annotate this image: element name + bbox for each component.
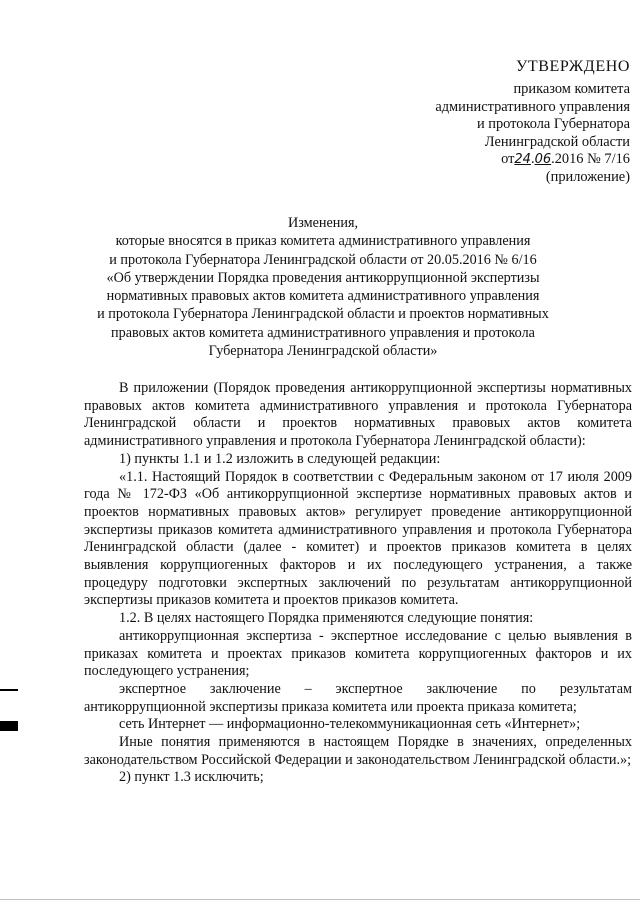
heading-line: «Об утверждении Порядка проведения антикоррупционной экспертизы [106, 269, 540, 286]
heading-title: Изменения, [287, 215, 359, 231]
heading-line: правовых актов комитета административного управления и протокола [111, 324, 535, 341]
margin-block-mark [0, 721, 18, 731]
body-paragraph: 2) пункт 1.3 исключить; [119, 769, 264, 786]
body-paragraph: сеть Интернет — информационно-телекоммуникационная сеть «Интернет»; [119, 716, 581, 733]
heading-line: и протокола Губернатора Ленинградской области и проектов нормативных [97, 306, 549, 323]
margin-dash-mark [0, 689, 18, 691]
approval-line: административного управления [435, 98, 630, 115]
approval-line: и протокола Губернатора [476, 116, 630, 133]
approval-stamp [330, 57, 630, 187]
scan-edge-line [0, 899, 640, 900]
body-paragraph: 1) пункты 1.1 и 1.2 изложить в следующей редакции: [119, 450, 441, 467]
date-rest: .2016 № 7/16 [551, 151, 630, 168]
body-paragraph: В приложении (Порядок проведения антикоррупционной экспертизы нормативных правовых актов комитета административного управления и протокола Губернатора Ленинградской области и проектов нормативных правовых актов комитета административного управления и протокола Губернатора Ленинградской области): [84, 380, 632, 450]
handwritten-day: 24 [514, 152, 531, 168]
approval-line: Ленинградской области [484, 133, 630, 150]
approval-title: УТВЕРЖДЕНО [515, 58, 630, 75]
heading-line: и протокола Губернатора Ленинградской области от 20.05.2016 № 6/16 [109, 251, 537, 268]
heading-line: Губернатора Ленинградской области» [208, 343, 438, 360]
handwritten-month: 06 [534, 152, 552, 168]
document-heading [85, 214, 561, 360]
body-paragraph: Иные понятия применяются в настоящем Порядке в значениях, определенных законодательством Российской Федерации и законодательством Ленинградской области.»; [84, 734, 632, 768]
approval-appendix: (приложение) [545, 168, 630, 185]
body-paragraph: 1.2. В целях настоящего Порядка применяются следующие понятия: [119, 610, 534, 627]
body-paragraph: «1.1. Настоящий Порядок в соответствии с Федеральным законом от 17 июля 2009 года № 172-ФЗ «Об антикоррупционной экспертизе нормативных правовых актов и проектов нормативных правовых актов» регулирует проведение антикоррупционной экспертизы приказов комитета административного управления и протокола Губернатора Ленинградской области (далее - комитет) и проектов приказов комитета в целях выявления коррупциогенных факторов и их последующего устранения, а также процедуру подготовки экспертных заключений по результатам антикоррупционной экспертизы приказов комитета и проектов приказов комитета. [84, 468, 632, 609]
body-paragraph: антикоррупционная экспертиза - экспертное исследование с целью выявления в приказах комитета и проектах приказов комитета коррупциогенных факторов и их последующего устранения; [84, 627, 632, 680]
heading-line: нормативных правовых актов комитета административного управления [106, 288, 540, 305]
document-body [84, 380, 632, 787]
approval-date: от24.06.2016 № 7/16 [501, 151, 630, 168]
heading-line: которые вносятся в приказ комитета административного управления [115, 233, 531, 250]
date-prefix: от [501, 151, 515, 168]
body-paragraph: экспертное заключение – экспертное заключение по результатам антикоррупционной экспертизы приказа комитета или проекта приказа комитета; [84, 680, 632, 715]
approval-line: приказом комитета [513, 81, 630, 97]
